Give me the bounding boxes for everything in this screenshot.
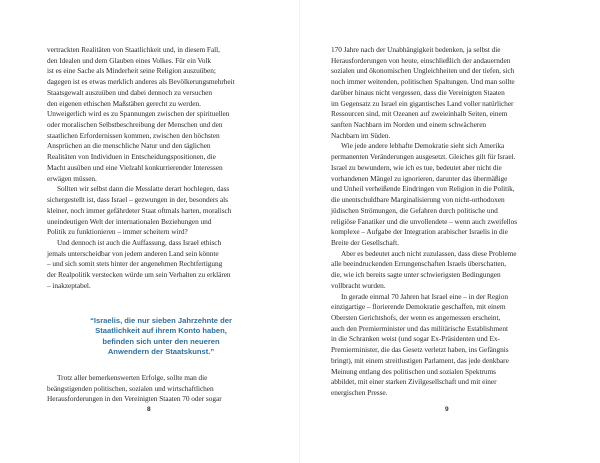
text-line: die, wie ich bereits sagte unter schwierigsten Bedingungen bbox=[331, 270, 501, 280]
text-line: Unweigerlich wird es zu Spannungen zwischen der spirituellen bbox=[47, 109, 230, 119]
text-line: erwägen müssen. bbox=[47, 173, 97, 183]
text-line: Meinung entlang des politischen und sozialen Spektrums bbox=[331, 366, 496, 376]
text-line: Und dennoch ist auch die Auffassung, dass Israel ethisch bbox=[57, 237, 222, 247]
text-line: bringt), mit einem streitlustigen Parlament, das jede denkbare bbox=[331, 355, 509, 365]
text-line: Aber es bedeutet auch nicht zuzulassen, dass diese Probleme bbox=[341, 248, 517, 258]
page-number-right: 9 bbox=[445, 406, 449, 413]
text-line: auch den Premierminister und das militärische Establishment bbox=[331, 323, 508, 333]
text-line: religiöse Fanatiker und die unvollendete – wenn auch zweifellos bbox=[331, 216, 518, 226]
text-line: beängstigenden politischen, sozialen und wirtschaftlichen bbox=[47, 383, 214, 393]
text-line: Realitäten von Individuen in Entscheidungspositionen, die bbox=[47, 152, 216, 162]
text-line: den eigenen ethischen Maßstäben gerecht zu werden. bbox=[47, 98, 201, 108]
text-line: Staatsgewalt auszuüben und dabei dennoch zu versuchen bbox=[47, 87, 212, 97]
right-body-text bbox=[331, 45, 559, 399]
text-line: der Realpolitik verstecken würde um sein Verhalten zu erklären bbox=[47, 270, 231, 280]
text-line: ist es eine Sache als Minderheit seine Religion auszuüben; bbox=[47, 66, 216, 76]
text-line: Herausforderungen in den Vereinigten Staaten 70 oder sogar bbox=[47, 394, 222, 404]
text-line: Politik zu funktionieren – immer scheitern wird? bbox=[47, 227, 188, 237]
text-line: einzigartige – florierende Demokratie geschaffen, mit einem bbox=[331, 302, 506, 312]
text-line: Macht ausüben und eine Vielzahl konkurrierender Interessen bbox=[47, 162, 223, 172]
text-line: 170 Jahre nach der Unabhängigkeit bedenken, ja selbst die bbox=[331, 45, 501, 54]
text-line: uneindeutigen Welt der internationalen Beziehungen und bbox=[47, 216, 212, 226]
text-line: komplexe – Aufgabe der Integration arabischer Israelis in die bbox=[331, 227, 508, 237]
text-line: permanenten Veränderungen ausgesetzt. Gleiches gilt für Israel. bbox=[331, 152, 516, 162]
text-line: abbildet, mit einer starken Zivilgesellschaft und mit einer bbox=[331, 377, 497, 387]
text-line: Ressourcen sind, mit Ozeanen auf zweieinhalb Seiten, einem bbox=[331, 109, 508, 119]
text-line: vertrackten Realitäten von Staatlichkeit und, in diesem Fall, bbox=[47, 45, 220, 54]
text-line: Nachbarn im Süden. bbox=[331, 130, 391, 140]
text-line: darüber hinaus nicht vergessen, dass die Vereinigten Staaten bbox=[331, 87, 505, 97]
left-body-text bbox=[47, 45, 275, 292]
text-line: Obersten Gerichtshofs, der wenn es angemessen erscheint, bbox=[331, 312, 501, 322]
text-line: alle beeindruckenden Errungenschaften Israels überschatten, bbox=[331, 259, 507, 269]
text-line: und Unheil verheißende Eindringen von Religion in die Politik, bbox=[331, 184, 515, 194]
text-line: Staatlichkeit auf ihrem Konto haben, bbox=[95, 326, 227, 336]
text-line: vollbracht wurden. bbox=[331, 280, 386, 290]
text-line: Herausforderungen von heute, einschließlich der andauernden bbox=[331, 55, 511, 65]
text-line: – und sich somit stets hinter der angenehmen Rechtfertigung bbox=[47, 259, 223, 269]
text-line: Anwendern der Staatskunst.” bbox=[107, 347, 215, 357]
left-body-text-continued bbox=[47, 373, 275, 405]
text-line: Israel zu bewundern, wie ich es tue, bedeutet aber nicht die bbox=[331, 162, 502, 172]
text-line: sozialen und ökonomischen Ungleichheiten und der tiefen, sich bbox=[331, 66, 515, 76]
text-line: energischen Presse. bbox=[331, 388, 388, 397]
text-line: befinden sich unter den neueren bbox=[102, 336, 220, 346]
text-line: in die Schranken weist (und sogar Ex-Präsidenten und Ex- bbox=[331, 334, 500, 344]
text-line: Premierminister, die das Gesetz verletzt haben, ins Gefängnis bbox=[331, 345, 509, 355]
text-line: im Gegensatz zu Israel ein gigantisches Land voller natürlicher bbox=[331, 98, 514, 108]
text-line: – inakzeptabel. bbox=[47, 280, 91, 290]
text-line: noch immer weitenden, politischen Spaltungen. Und man sollte bbox=[331, 77, 515, 87]
text-line: jüdischen Strömungen, die Gefahren durch politische und bbox=[331, 205, 498, 215]
page-number-left: 8 bbox=[147, 406, 151, 413]
text-line: Wie jede andere lebhafte Demokratie sieht sich Amerika bbox=[341, 141, 505, 151]
right-page bbox=[300, 0, 600, 463]
pull-quote bbox=[47, 316, 275, 358]
text-line: jemals unterscheidbar von jedem anderen Land sein könnte bbox=[47, 248, 219, 258]
text-line: Breite der Gesellschaft. bbox=[331, 237, 399, 247]
text-line: die unentschuldbare Marginalisierung von nicht-orthodoxen bbox=[331, 195, 505, 205]
text-line: den Idealen und dem Glauben eines Volkes. Für ein Volk bbox=[47, 55, 212, 65]
text-line: sichergestellt ist, dass Israel – gezwungen in der, besonders als bbox=[47, 195, 228, 205]
text-line: Trotz aller bemerkenswerten Erfolge, sollte man die bbox=[57, 373, 208, 382]
text-line: oder moralischen Selbstbeschreibung der Menschen und den bbox=[47, 120, 223, 130]
text-line: Sollten wir selbst dann die Messlatte derart hochlegen, dass bbox=[57, 184, 230, 194]
text-line: vorhandenen Mängel zu ignorieren, darunter das übermäßige bbox=[331, 173, 508, 183]
text-line: kleiner, noch immer gefährdeter Staat oftmals harten, moralisch bbox=[47, 205, 232, 215]
text-line: “Israelis, die nur sieben Jahrzehnte der bbox=[90, 316, 232, 325]
text-line: In gerade einmal 70 Jahren hat Israel eine – in der Region bbox=[341, 291, 508, 301]
text-line: Ansprüchen an die menschliche Natur und den täglichen bbox=[47, 141, 211, 151]
text-line: sanften Nachbarn im Norden und einem schwächeren bbox=[331, 120, 487, 130]
text-line: dagegen ist es etwas merklich anderes als Bevölkerungsmehrheit bbox=[47, 77, 235, 87]
text-line: staatlichen Erfordernissen kommen, zwischen den höchsten bbox=[47, 130, 220, 140]
